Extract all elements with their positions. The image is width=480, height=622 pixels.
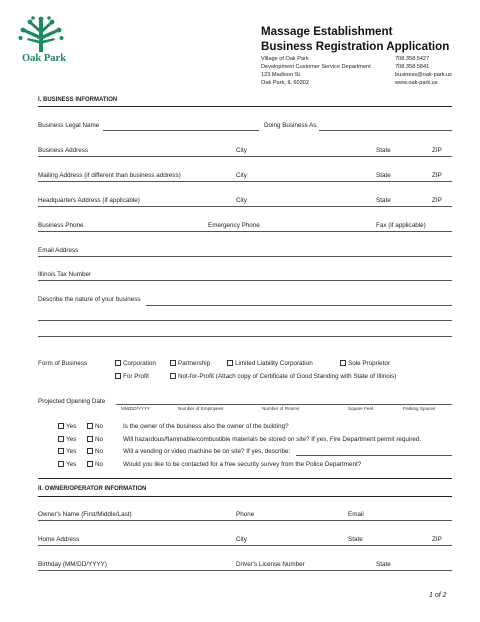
page-number: 1 of 2 (429, 592, 447, 599)
question-3: Will a vending or video machine be on site? If yes, describe: (123, 448, 291, 455)
legal-name-label: Business Legal Name (38, 122, 100, 129)
contact-right-1: 708.358.5427 (395, 56, 430, 62)
owner-name-field[interactable] (38, 520, 452, 521)
q2-yes-label: Yes (66, 436, 77, 443)
home-address-label: Home Address (38, 536, 80, 543)
page-title-line2: Business Registration Application (261, 40, 450, 53)
q2-no-checkbox[interactable] (87, 436, 93, 442)
partnership-label: Partnership (178, 360, 211, 367)
owner-email-label: Email (348, 511, 364, 518)
business-zip-label: ZIP (432, 147, 442, 154)
legal-name-field[interactable] (103, 130, 259, 131)
contact-right-3: business@oak-park.us (395, 72, 452, 78)
opening-date-sub: MM/DD/YYYY (121, 406, 151, 411)
email-field[interactable] (38, 256, 452, 257)
business-nature-field-3[interactable] (38, 336, 452, 337)
partnership-checkbox[interactable] (170, 360, 176, 366)
section-business-information: I. BUSINESS INFORMATION (38, 97, 118, 103)
birthday-label: Birthday (MM/DD/YYYY) (38, 561, 107, 568)
hq-zip-label: ZIP (432, 197, 442, 204)
contact-right-2: 708.358.5841 (395, 64, 430, 70)
business-address-field[interactable] (38, 156, 452, 157)
q1-yes-checkbox[interactable] (58, 423, 64, 429)
home-city-label: City (236, 536, 247, 543)
llc-checkbox[interactable] (227, 360, 233, 366)
phones-field[interactable] (38, 231, 452, 232)
owner-name-label: Owner's Name (First/Middle/Last) (38, 511, 132, 518)
business-phone-label: Business Phone (38, 222, 84, 229)
llc-label: Limited Liability Corporation (235, 360, 313, 367)
q3-yes-checkbox[interactable] (58, 448, 64, 454)
dba-label: Doing Business As (264, 122, 317, 129)
rooms-sub: Number of Rooms (262, 406, 300, 411)
owner-phone-label: Phone (236, 511, 255, 518)
home-zip-label: ZIP (432, 536, 442, 543)
section-owner-operator: II. OWNER/OPERATOR INFORMATION (38, 486, 147, 492)
business-nature-field-2[interactable] (38, 320, 452, 321)
hq-city-label: City (236, 197, 247, 204)
business-nature-label: Describe the nature of your business (38, 296, 141, 303)
q4-no-label: No (95, 461, 104, 468)
contact-right-4: www.oak-park.us (395, 80, 438, 86)
parking-sub: Parking Spaces (403, 406, 436, 411)
for-profit-checkbox[interactable] (115, 373, 121, 379)
business-address-label: Business Address (38, 147, 89, 154)
question-4: Would you like to be contacted for a free security survey from the Police Department? (123, 461, 362, 468)
tree-icon (18, 16, 64, 54)
sole-proprietor-checkbox[interactable] (340, 360, 346, 366)
q2-no-label: No (95, 436, 104, 443)
not-for-profit-label: Not-for-Profit (Attach copy of Certificate of Good Standing with State of Illinois) (178, 373, 397, 380)
corporation-checkbox[interactable] (115, 360, 121, 366)
q4-yes-label: Yes (66, 461, 77, 468)
license-label: Driver's License Number (236, 561, 305, 568)
mailing-city-label: City (236, 172, 247, 179)
home-address-field[interactable] (38, 545, 452, 546)
emergency-phone-label: Emergency Phone (208, 222, 260, 229)
contact-left-3: 123 Madison St. (261, 72, 302, 78)
home-state-label: State (348, 536, 363, 543)
q1-yes-label: Yes (66, 423, 77, 430)
q4-yes-checkbox[interactable] (58, 461, 64, 467)
not-for-profit-checkbox[interactable] (170, 373, 176, 379)
q3-no-checkbox[interactable] (87, 448, 93, 454)
section1-divider (38, 106, 452, 107)
corporation-label: Corporation (123, 360, 156, 367)
birthday-license-field[interactable] (38, 570, 452, 571)
section2-divider (38, 496, 452, 497)
logo-text: Oak Park (22, 53, 67, 64)
hq-address-label: Headquarters Address (if applicable) (38, 197, 140, 204)
hq-state-label: State (376, 197, 391, 204)
hq-address-field[interactable] (38, 206, 452, 207)
business-state-label: State (376, 147, 391, 154)
page-title-line1: Massage Establishment (261, 25, 393, 38)
oak-park-logo (16, 16, 76, 68)
form-of-business-label: Form of Business (38, 360, 87, 367)
sqft-sub: Square Feet (348, 406, 374, 411)
section2-top-divider (38, 478, 452, 479)
q1-no-checkbox[interactable] (87, 423, 93, 429)
question-2: Will hazardous/flammable/combustible materials be stored on site? If yes, Fire Department permit required. (123, 436, 422, 443)
q4-no-checkbox[interactable] (87, 461, 93, 467)
mailing-state-label: State (376, 172, 391, 179)
mailing-address-label: Mailing Address (if different than business address) (38, 172, 181, 179)
license-state-label: State (376, 561, 391, 568)
q1-no-label: No (95, 423, 104, 430)
vending-describe-field[interactable] (296, 455, 452, 456)
employees-sub: Number of Employees (178, 406, 224, 411)
fax-label: Fax (if applicable) (376, 222, 426, 229)
mailing-zip-label: ZIP (432, 172, 442, 179)
business-city-label: City (236, 147, 247, 154)
tax-number-field[interactable] (38, 280, 452, 281)
contact-left-4: Oak Park, IL 60302 (261, 80, 309, 86)
business-nature-field-1[interactable] (146, 305, 452, 306)
sole-proprietor-label: Sole Proprietor (348, 360, 390, 367)
for-profit-label: For Profit (123, 373, 149, 380)
question-1: Is the owner of the business also the owner of the building? (123, 423, 289, 430)
dba-field[interactable] (319, 130, 452, 131)
q2-yes-checkbox[interactable] (58, 436, 64, 442)
contact-left-1: Village of Oak Park (261, 56, 309, 62)
opening-details-field[interactable] (116, 404, 452, 405)
q3-no-label: No (95, 448, 104, 455)
q3-yes-label: Yes (66, 448, 77, 455)
contact-left-2: Development Customer Service Department (261, 64, 371, 70)
mailing-address-field[interactable] (38, 181, 452, 182)
tax-number-label: Illinois Tax Number (38, 271, 92, 278)
email-label: Email Address (38, 247, 79, 254)
opening-date-label: Projected Opening Date (38, 398, 106, 405)
